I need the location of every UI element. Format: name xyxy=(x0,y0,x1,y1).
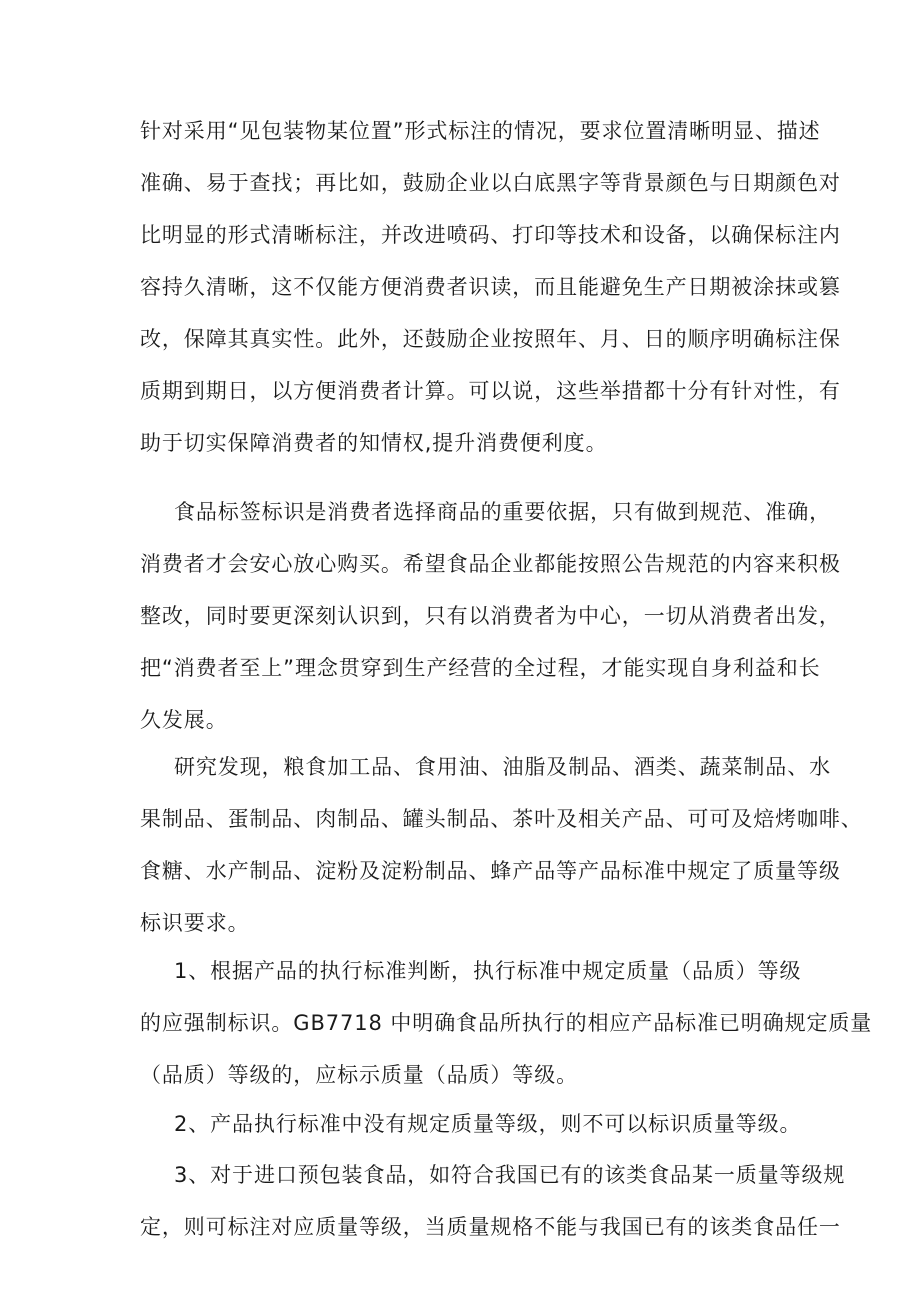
text-line: 比明显的形式清晰标注，并改进喷码、打印等技术和设备，以确保标注内 xyxy=(140,223,841,247)
text-line: 研究发现，粮食加工品、食用油、油脂及制品、酒类、蔬菜制品、水 xyxy=(174,755,831,779)
text-line: （品质）等级的，应标示质量（品质）等级。 xyxy=(140,1063,578,1087)
text-line: 消费者才会安心放心购买。希望食品企业都能按照公告规范的内容来积极 xyxy=(140,552,841,576)
text-line: 把“消费者至上”理念贯穿到生产经营的全过程，才能实现自身利益和长 xyxy=(140,656,821,680)
text-line: 针对采用“见包装物某位置”形式标注的情况，要求位置清晰明显、描述 xyxy=(140,119,821,143)
text-line: 久发展。 xyxy=(140,708,228,732)
text-line: 果制品、蛋制品、肉制品、罐头制品、茶叶及相关产品、可可及焙烤咖啡、 xyxy=(140,807,863,831)
text-line: 改，保障其真实性。此外，还鼓励企业按照年、月、日的顺序明确标注保 xyxy=(140,327,841,351)
text-line: 定，则可标注对应质量等级，当质量规格不能与我国已有的该类食品任一 xyxy=(140,1215,841,1239)
text-line: 1、根据产品的执行标准判断，执行标准中规定质量（品质）等级 xyxy=(174,959,802,983)
text-line: 整改，同时要更深刻认识到，只有以消费者为中心，一切从消费者出发， xyxy=(140,604,841,628)
text-line: 助于切实保障消费者的知情权,提升消费便利度。 xyxy=(140,431,608,455)
text-line: 食品标签标识是消费者选择商品的重要依据，只有做到规范、准确， xyxy=(174,500,831,524)
text-line: 的应强制标识。GB7718 中明确食品所执行的相应产品标准已明确规定质量 xyxy=(140,1011,873,1035)
text-line: 3、对于进口预包装食品，如符合我国已有的该类食品某一质量等级规 xyxy=(174,1163,846,1187)
text-line: 质期到期日，以方便消费者计算。可以说，这些举措都十分有针对性，有 xyxy=(140,379,841,403)
text-line: 2、产品执行标准中没有规定质量等级，则不可以标识质量等级。 xyxy=(174,1112,802,1136)
text-line: 标识要求。 xyxy=(140,911,250,935)
text-line: 容持久清晰，这不仅能方便消费者识读，而且能避免生产日期被涂抹或篡 xyxy=(140,275,841,299)
text-line: 食糖、水产制品、淀粉及淀粉制品、蜂产品等产品标准中规定了质量等级 xyxy=(140,859,841,883)
text-line: 准确、易于查找；再比如，鼓励企业以白底黑字等背景颜色与日期颜色对 xyxy=(140,171,841,195)
